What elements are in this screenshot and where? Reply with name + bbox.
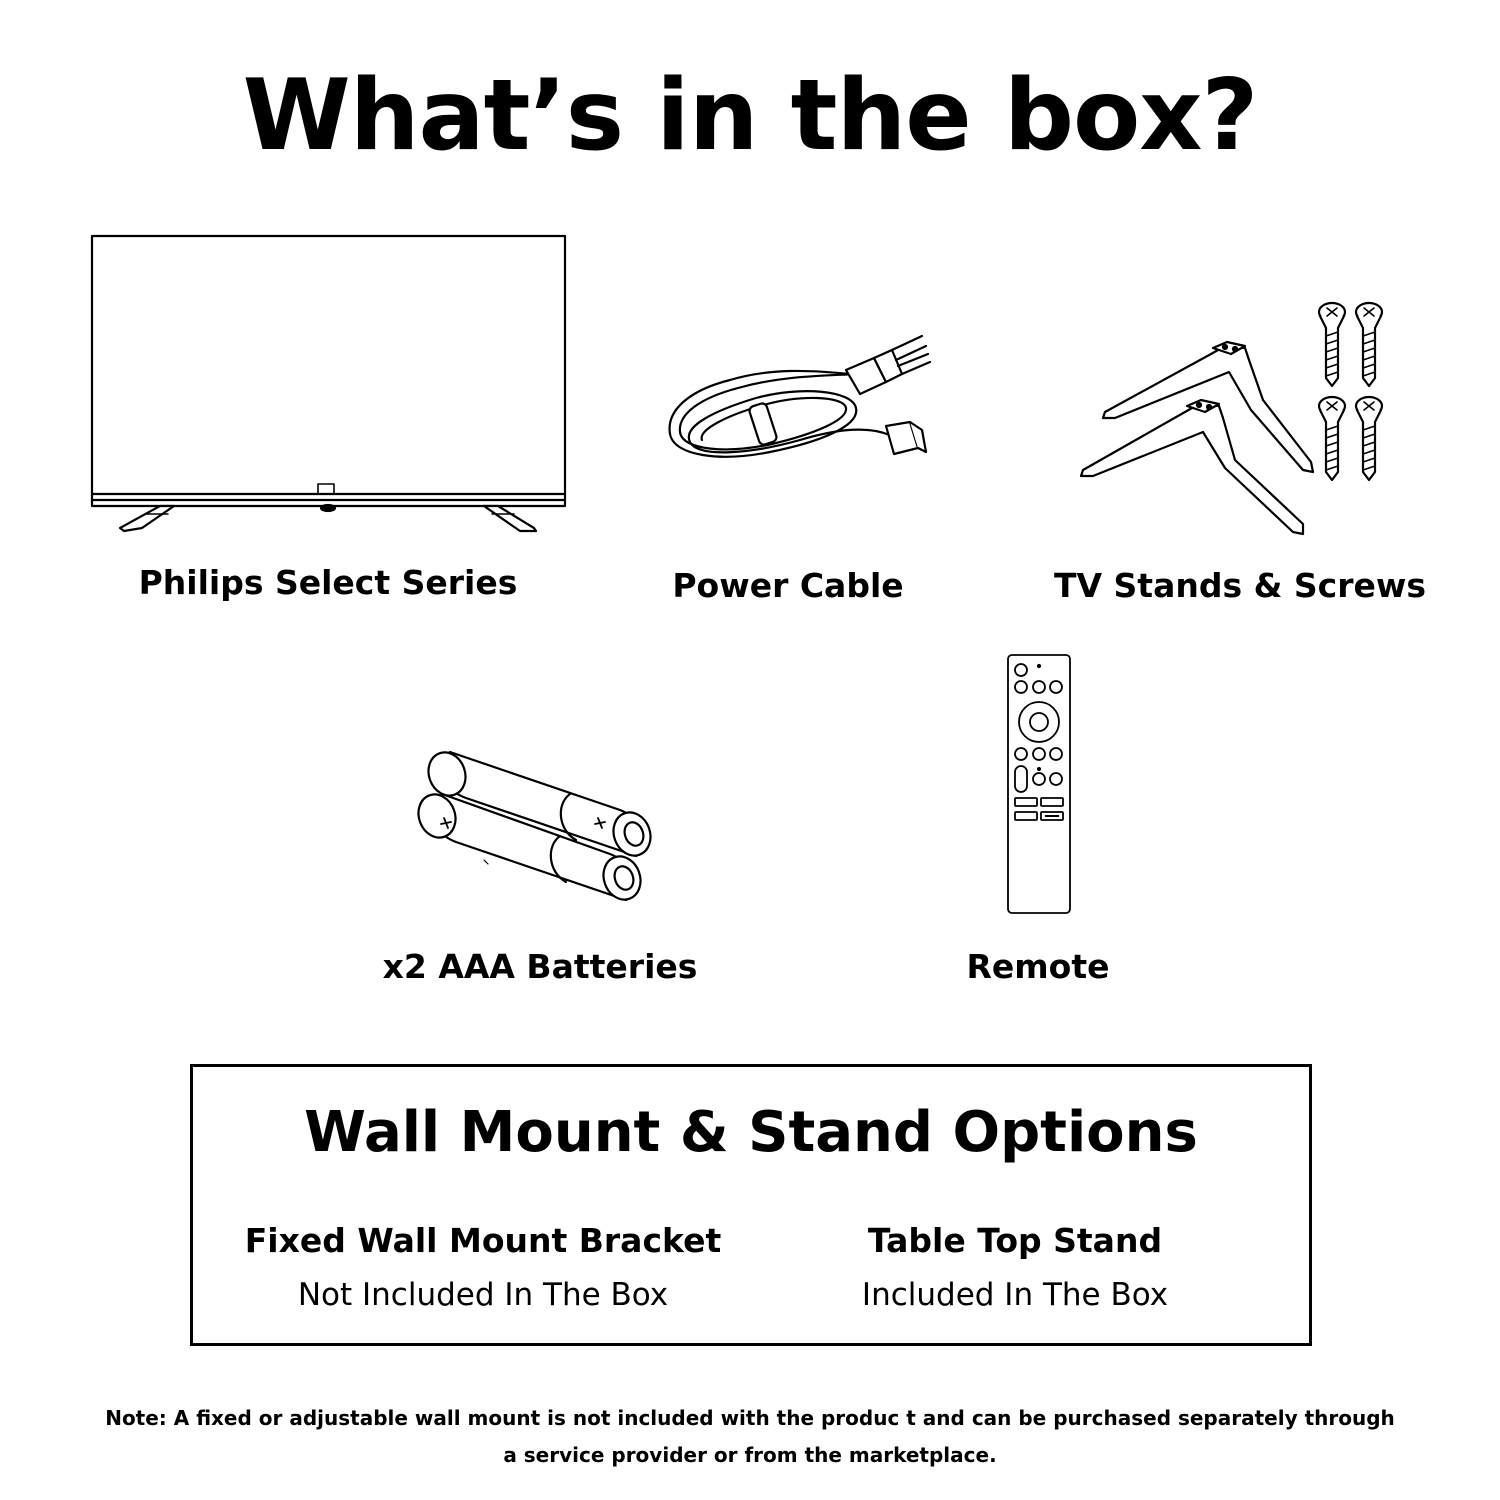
power-cable-icon: [660, 330, 935, 470]
option-name: Fixed Wall Mount Bracket: [244, 1221, 722, 1260]
option-status: Not Included In The Box: [297, 1277, 669, 1313]
footnote: [70, 1400, 1430, 1474]
option-wall-mount: [223, 1219, 743, 1317]
tv-stands-screws-icon: [1075, 300, 1390, 535]
option-name: Table Top Stand: [867, 1221, 1163, 1260]
batteries-icon: [420, 748, 660, 918]
item-label-remote: Remote: [966, 947, 1110, 986]
item-label-tv-stands-screws: TV Stands & Screws: [1054, 566, 1426, 605]
remote-icon: [1005, 652, 1073, 916]
item-label-tv: Philips Select Series: [138, 563, 518, 602]
options-box: [190, 1064, 1312, 1346]
item-label-power-cable: Power Cable: [672, 566, 904, 605]
footnote-line-2: a service provider or from the marketplace.: [503, 1443, 997, 1467]
tv-icon: [88, 232, 573, 538]
footnote-line-1: Note: A fixed or adjustable wall mount is not included with the produc t and can be purchased separately through: [105, 1406, 1395, 1430]
options-title: Wall Mount & Stand Options: [304, 1100, 1198, 1165]
option-table-top-stand: [755, 1219, 1275, 1317]
page-title: What’s in the box?: [242, 59, 1258, 173]
option-status: Included In The Box: [861, 1277, 1169, 1313]
item-label-batteries: x2 AAA Batteries: [382, 947, 698, 986]
